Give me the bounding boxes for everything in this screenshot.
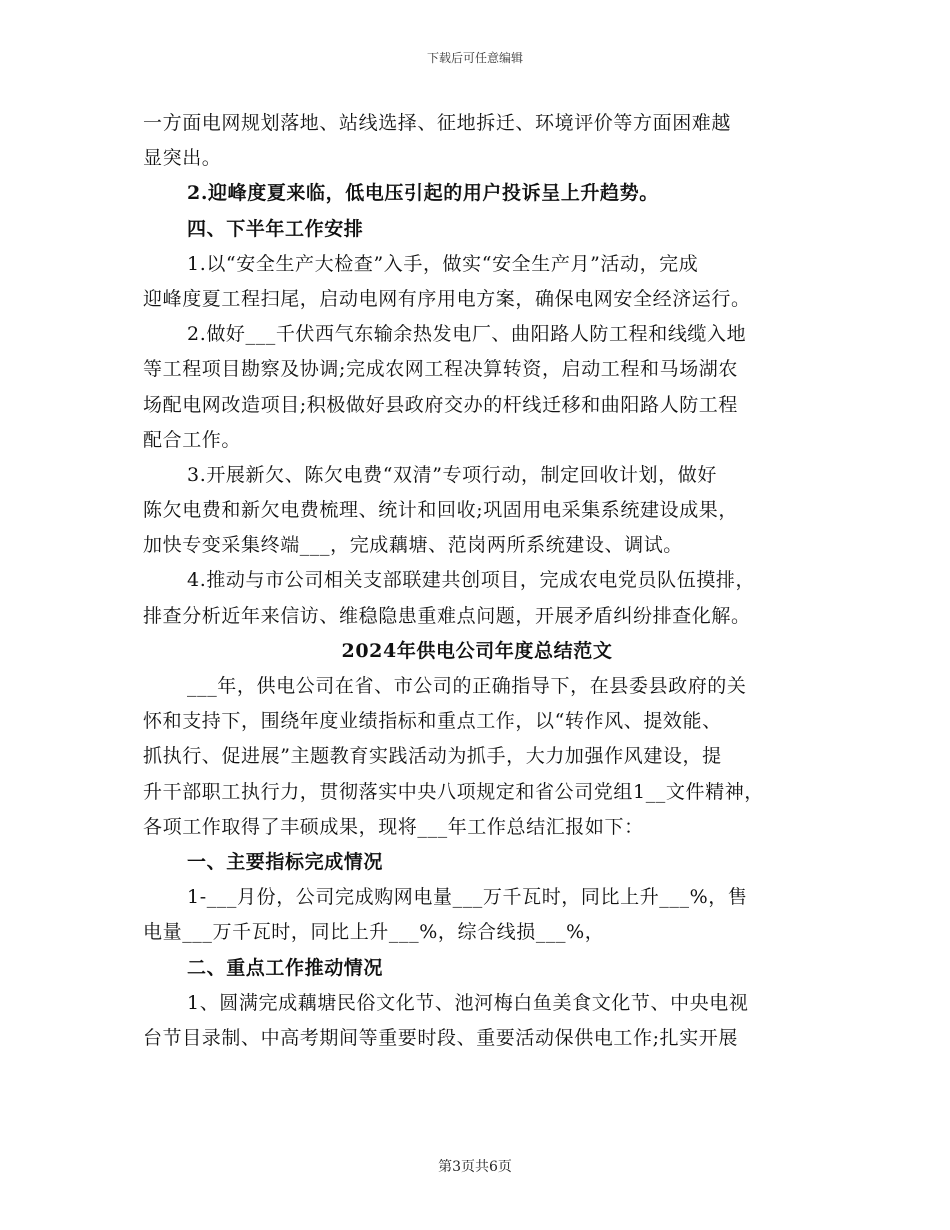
text-line: 场配电网改造项目;积极做好县政府交办的杆线迁移和曲阳路人防工程 xyxy=(143,393,739,416)
text-line: 显突出。 xyxy=(143,147,222,170)
text-line: 2.迎峰度夏来临，低电压引起的用户投诉呈上升趋势。 xyxy=(187,182,659,205)
text-line: 迎峰度夏工程扫尾，启动电网有序用电方案，确保电网安全经济运行。 xyxy=(143,287,751,310)
text-line: 1.以“安全生产大检查”入手，做实“安全生产月”活动，完成 xyxy=(187,252,699,275)
text-line: 四、下半年工作安排 xyxy=(187,217,364,240)
text-line: 升干部职工执行力，贯彻落实中央八项规定和省公司党组1__文件精神， xyxy=(143,780,764,803)
text-line: 二、重点工作推动情况 xyxy=(187,956,384,979)
text-line: 3.开展新欠、陈欠电费“双清”专项行动，制定回收计划，做好 xyxy=(187,463,717,486)
text-line: 排查分析近年来信访、维稳隐患重难点问题，开展矛盾纠纷排查化解。 xyxy=(143,604,751,627)
text-line: ___年，供电公司在省、市公司的正确指导下，在县委县政府的关 xyxy=(187,675,747,697)
text-line: 抓执行、促进展”主题教育实践活动为抓手，大力加强作风建设，提 xyxy=(143,745,722,768)
document-body xyxy=(143,106,811,1056)
text-line: 2.做好___千伏西气东输余热发电厂、曲阳路人防工程和线缆入地 xyxy=(187,323,747,346)
text-line: 电量___万千瓦时，同比上升___%，综合线损___%， xyxy=(143,921,605,944)
text-line: 2024年供电公司年度总结范文 xyxy=(341,639,613,662)
text-line: 4.推动与市公司相关支部联建共创项目，完成农电党员队伍摸排， xyxy=(187,569,756,592)
text-line: 1、圆满完成藕塘民俗文化节、池河梅白鱼美食文化节、中央电视 xyxy=(187,991,749,1014)
text-line: 加快专变采集终端___，完成藕塘、范岗两所系统建设、调试。 xyxy=(143,534,683,557)
text-line: 各项工作取得了丰硕成果，现将___年工作总结汇报如下： xyxy=(143,815,644,838)
text-line: 1-___月份，公司完成购网电量___万千瓦时，同比上升___%，售 xyxy=(187,886,748,909)
text-line: 一方面电网规划落地、站线选择、征地拆迁、环境评价等方面困难越 xyxy=(143,112,732,134)
text-line: 等工程项目勘察及协调;完成农网工程决算转资，启动工程和马场湖农 xyxy=(143,358,739,381)
text-line: 台节目录制、中高考期间等重要时段、重要活动保供电工作;扎实开展 xyxy=(143,1026,739,1049)
page-header: 下载后可任意编辑 xyxy=(426,51,523,65)
page-footer: 第3页共6页 xyxy=(438,1159,512,1175)
text-line: 陈欠电费和新欠电费梳理、统计和回收;巩固用电采集系统建设成果， xyxy=(143,499,739,522)
text-line: 怀和支持下，围绕年度业绩指标和重点工作，以“转作风、提效能、 xyxy=(143,710,722,733)
text-line: 一、主要指标完成情况 xyxy=(187,850,384,873)
text-line: 配合工作。 xyxy=(143,428,242,451)
